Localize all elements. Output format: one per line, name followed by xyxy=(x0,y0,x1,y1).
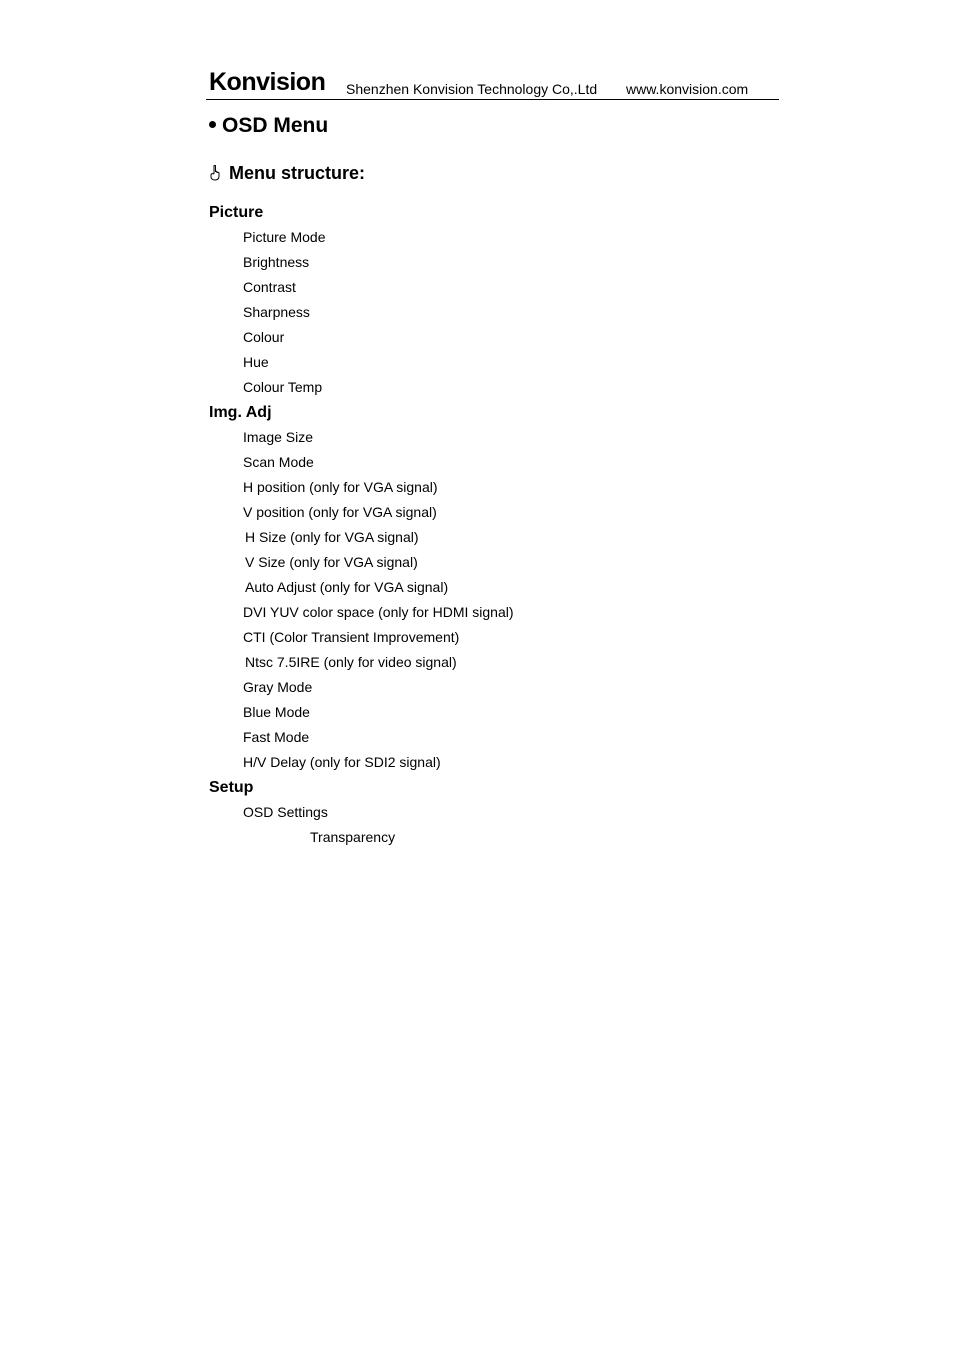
menu-subitem-transparency: Transparency xyxy=(310,829,396,845)
menu-item-hue: Hue xyxy=(243,354,269,370)
menu-item-ntsc-ire: Ntsc 7.5IRE (only for video signal) xyxy=(245,654,457,670)
menu-item-contrast: Contrast xyxy=(243,279,296,295)
menu-item-hv-delay: H/V Delay (only for SDI2 signal) xyxy=(243,754,441,770)
group-title-img-adj: Img. Adj xyxy=(209,404,272,421)
menu-item-scan-mode: Scan Mode xyxy=(243,454,314,470)
subsection-title-text: Menu structure: xyxy=(229,163,366,183)
menu-item-fast-mode: Fast Mode xyxy=(243,729,310,745)
menu-structure xyxy=(209,200,769,850)
menu-item-h-position: H position (only for VGA signal) xyxy=(243,479,438,495)
menu-item-cti: CTI (Color Transient Improvement) xyxy=(243,629,460,645)
menu-item-h-size: H Size (only for VGA signal) xyxy=(245,529,419,545)
menu-item-v-size: V Size (only for VGA signal) xyxy=(245,554,418,570)
section-title xyxy=(209,113,328,139)
menu-item-image-size: Image Size xyxy=(243,429,314,445)
subsection-title xyxy=(209,162,365,184)
company-website: www.konvision.com xyxy=(626,81,749,97)
menu-item-colour-temp: Colour Temp xyxy=(243,379,323,395)
menu-item-osd-settings: OSD Settings xyxy=(243,804,328,820)
company-logo: Konvision xyxy=(209,68,326,96)
menu-item-blue-mode: Blue Mode xyxy=(243,704,310,720)
menu-item-dvi-yuv-color-space: DVI YUV color space (only for HDMI signal) xyxy=(243,604,514,620)
group-title-picture: Picture xyxy=(209,204,264,221)
company-name: Shenzhen Konvision Technology Co,.Ltd xyxy=(346,81,598,97)
menu-item-sharpness: Sharpness xyxy=(243,304,310,320)
menu-item-picture-mode: Picture Mode xyxy=(243,229,326,245)
pointing-hand-icon xyxy=(209,165,221,181)
page-header xyxy=(206,66,779,100)
menu-item-v-position: V position (only for VGA signal) xyxy=(243,504,437,520)
bullet-icon xyxy=(209,121,216,128)
menu-item-gray-mode: Gray Mode xyxy=(243,679,313,695)
menu-item-brightness: Brightness xyxy=(243,254,310,270)
menu-item-auto-adjust: Auto Adjust (only for VGA signal) xyxy=(245,579,449,595)
group-title-setup: Setup xyxy=(209,779,254,796)
section-title-text: OSD Menu xyxy=(222,114,329,137)
menu-item-colour: Colour xyxy=(243,329,285,345)
